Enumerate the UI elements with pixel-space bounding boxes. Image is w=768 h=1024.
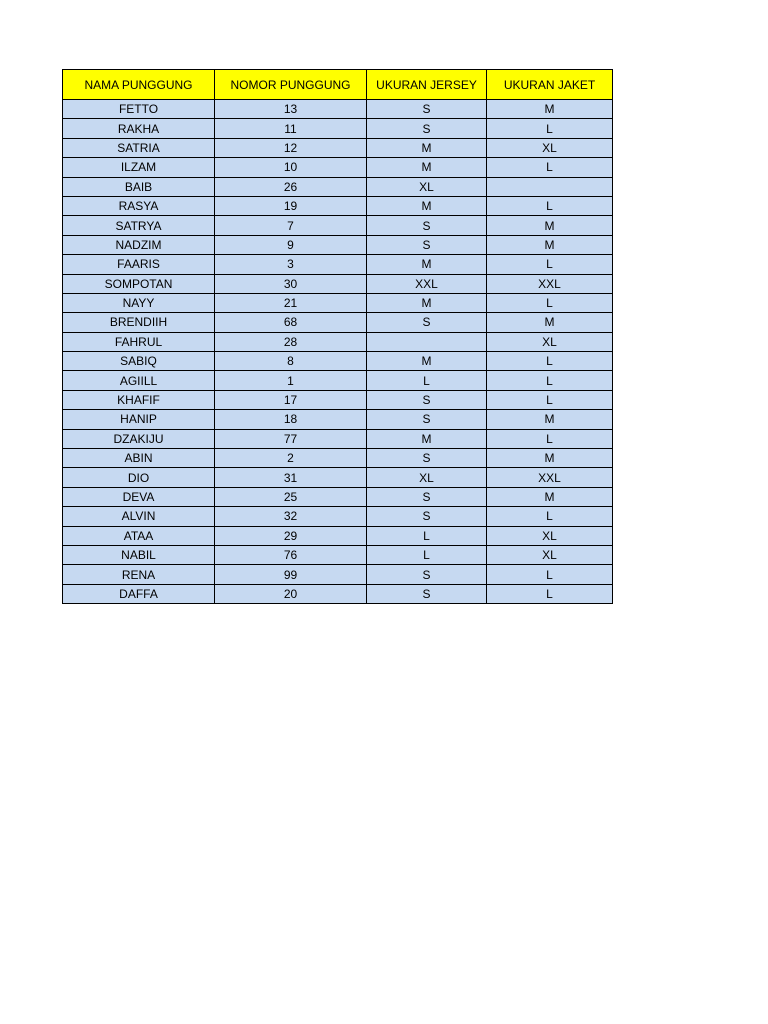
table-row — [63, 526, 613, 545]
name-cell[interactable]: HANIP — [63, 410, 215, 429]
jersey-size-cell[interactable]: S — [367, 313, 487, 332]
name-cell[interactable]: KHAFIF — [63, 390, 215, 409]
jersey-size-cell[interactable] — [367, 332, 487, 351]
name-cell[interactable]: NABIL — [63, 545, 215, 564]
jacket-size-cell[interactable]: M — [487, 313, 613, 332]
jersey-size-cell[interactable]: L — [367, 371, 487, 390]
jacket-size-cell[interactable]: XL — [487, 138, 613, 157]
jersey-size-cell[interactable]: S — [367, 507, 487, 526]
name-cell[interactable]: ATAA — [63, 526, 215, 545]
table-row — [63, 138, 613, 157]
jersey-size-cell[interactable]: S — [367, 449, 487, 468]
name-cell[interactable]: DEVA — [63, 487, 215, 506]
jacket-size-cell[interactable]: L — [487, 255, 613, 274]
jacket-size-cell[interactable]: M — [487, 410, 613, 429]
table-row — [63, 274, 613, 293]
name-cell[interactable]: ILZAM — [63, 158, 215, 177]
table-body — [63, 100, 613, 604]
jersey-size-cell[interactable]: S — [367, 390, 487, 409]
number-cell[interactable]: 3 — [215, 255, 367, 274]
name-cell[interactable]: BRENDIIH — [63, 313, 215, 332]
name-cell[interactable]: FAARIS — [63, 255, 215, 274]
table-row — [63, 293, 613, 312]
number-cell[interactable]: 7 — [215, 216, 367, 235]
jacket-size-cell[interactable]: L — [487, 390, 613, 409]
jacket-size-cell[interactable]: M — [487, 235, 613, 254]
jersey-size-cell[interactable]: M — [367, 138, 487, 157]
jacket-size-cell[interactable]: M — [487, 449, 613, 468]
table-header — [63, 70, 613, 100]
table-row — [63, 371, 613, 390]
header-nomor-punggung[interactable]: NOMOR PUNGGUNG — [215, 70, 367, 100]
jersey-size-cell[interactable]: S — [367, 487, 487, 506]
table-row — [63, 545, 613, 564]
jacket-size-cell[interactable]: L — [487, 565, 613, 584]
table-row — [63, 100, 613, 119]
name-cell[interactable]: NAYY — [63, 293, 215, 312]
name-cell[interactable]: RENA — [63, 565, 215, 584]
number-cell[interactable]: 68 — [215, 313, 367, 332]
number-cell[interactable]: 29 — [215, 526, 367, 545]
name-cell[interactable]: FAHRUL — [63, 332, 215, 351]
table-row — [63, 487, 613, 506]
table-row — [63, 119, 613, 138]
number-cell[interactable]: 21 — [215, 293, 367, 312]
jersey-size-cell[interactable]: XL — [367, 468, 487, 487]
table-row — [63, 565, 613, 584]
jersey-size-cell[interactable]: S — [367, 119, 487, 138]
table-row — [63, 255, 613, 274]
table-row — [63, 235, 613, 254]
header-ukuran-jersey[interactable]: UKURAN JERSEY — [367, 70, 487, 100]
table-row — [63, 158, 613, 177]
jacket-size-cell[interactable]: XL — [487, 545, 613, 564]
name-cell[interactable]: DAFFA — [63, 584, 215, 603]
number-cell[interactable]: 12 — [215, 138, 367, 157]
jersey-size-cell[interactable]: XXL — [367, 274, 487, 293]
jacket-size-cell[interactable]: L — [487, 352, 613, 371]
jersey-size-cell[interactable]: S — [367, 565, 487, 584]
jacket-size-cell[interactable]: XL — [487, 332, 613, 351]
jersey-size-cell[interactable]: M — [367, 293, 487, 312]
table-row — [63, 177, 613, 196]
jersey-size-cell[interactable]: S — [367, 100, 487, 119]
header-nama-punggung[interactable]: NAMA PUNGGUNG — [63, 70, 215, 100]
jacket-size-cell[interactable]: XXL — [487, 274, 613, 293]
number-cell[interactable]: 10 — [215, 158, 367, 177]
name-cell[interactable]: RASYA — [63, 196, 215, 215]
jersey-size-cell[interactable]: XL — [367, 177, 487, 196]
jersey-size-cell[interactable]: M — [367, 158, 487, 177]
number-cell[interactable]: 30 — [215, 274, 367, 293]
jacket-size-cell[interactable]: L — [487, 158, 613, 177]
number-cell[interactable]: 19 — [215, 196, 367, 215]
jacket-size-cell[interactable]: L — [487, 429, 613, 448]
table-row — [63, 313, 613, 332]
table-row — [63, 352, 613, 371]
number-cell[interactable]: 18 — [215, 410, 367, 429]
jacket-size-cell[interactable]: L — [487, 119, 613, 138]
name-cell[interactable]: DZAKIJU — [63, 429, 215, 448]
name-cell[interactable]: ABIN — [63, 449, 215, 468]
name-cell[interactable]: SATRIA — [63, 138, 215, 157]
header-row — [63, 70, 613, 100]
name-cell[interactable]: FETTO — [63, 100, 215, 119]
table-row — [63, 196, 613, 215]
number-cell[interactable]: 1 — [215, 371, 367, 390]
table-row — [63, 507, 613, 526]
jacket-size-cell[interactable]: M — [487, 216, 613, 235]
jersey-size-cell[interactable]: S — [367, 584, 487, 603]
jersey-size-table — [62, 69, 613, 604]
jacket-size-cell[interactable]: L — [487, 196, 613, 215]
jacket-size-cell[interactable]: M — [487, 100, 613, 119]
number-cell[interactable]: 8 — [215, 352, 367, 371]
jersey-size-cell[interactable]: S — [367, 410, 487, 429]
number-cell[interactable]: 32 — [215, 507, 367, 526]
jersey-size-cell[interactable]: M — [367, 255, 487, 274]
jersey-size-cell[interactable]: S — [367, 216, 487, 235]
name-cell[interactable]: AGIILL — [63, 371, 215, 390]
jacket-size-cell[interactable]: L — [487, 584, 613, 603]
name-cell[interactable]: SOMPOTAN — [63, 274, 215, 293]
name-cell[interactable]: BAIB — [63, 177, 215, 196]
jacket-size-cell[interactable]: L — [487, 371, 613, 390]
table-row — [63, 216, 613, 235]
table-row — [63, 410, 613, 429]
number-cell[interactable]: 11 — [215, 119, 367, 138]
jersey-size-cell[interactable]: L — [367, 545, 487, 564]
number-cell[interactable]: 25 — [215, 487, 367, 506]
number-cell[interactable]: 31 — [215, 468, 367, 487]
jersey-size-cell[interactable]: S — [367, 235, 487, 254]
number-cell[interactable]: 20 — [215, 584, 367, 603]
number-cell[interactable]: 17 — [215, 390, 367, 409]
number-cell[interactable]: 76 — [215, 545, 367, 564]
jacket-size-cell[interactable] — [487, 177, 613, 196]
table-row — [63, 449, 613, 468]
number-cell[interactable]: 9 — [215, 235, 367, 254]
name-cell[interactable]: DIO — [63, 468, 215, 487]
name-cell[interactable]: NADZIM — [63, 235, 215, 254]
table-row — [63, 390, 613, 409]
jacket-size-cell[interactable]: XXL — [487, 468, 613, 487]
jersey-size-cell[interactable]: M — [367, 429, 487, 448]
table-row — [63, 332, 613, 351]
name-cell[interactable]: SATRYA — [63, 216, 215, 235]
name-cell[interactable]: SABIQ — [63, 352, 215, 371]
number-cell[interactable]: 99 — [215, 565, 367, 584]
jacket-size-cell[interactable]: XL — [487, 526, 613, 545]
jacket-size-cell[interactable]: M — [487, 487, 613, 506]
table-row — [63, 584, 613, 603]
number-cell[interactable]: 77 — [215, 429, 367, 448]
name-cell[interactable]: ALVIN — [63, 507, 215, 526]
number-cell[interactable]: 13 — [215, 100, 367, 119]
jacket-size-cell[interactable]: L — [487, 507, 613, 526]
name-cell[interactable]: RAKHA — [63, 119, 215, 138]
jersey-size-cell[interactable]: M — [367, 196, 487, 215]
header-ukuran-jaket[interactable]: UKURAN JAKET — [487, 70, 613, 100]
number-cell[interactable]: 28 — [215, 332, 367, 351]
jacket-size-cell[interactable]: L — [487, 293, 613, 312]
jersey-size-cell[interactable]: L — [367, 526, 487, 545]
number-cell[interactable]: 26 — [215, 177, 367, 196]
jersey-size-cell[interactable]: M — [367, 352, 487, 371]
table-row — [63, 468, 613, 487]
spreadsheet-page — [62, 69, 613, 604]
number-cell[interactable]: 2 — [215, 449, 367, 468]
table-row — [63, 429, 613, 448]
